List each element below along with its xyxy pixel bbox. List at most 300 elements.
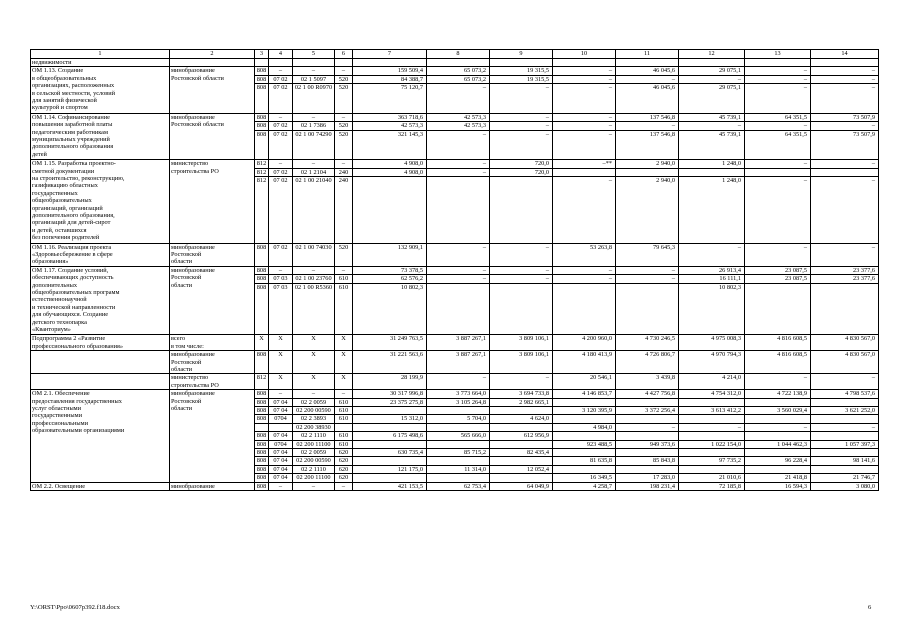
amount-cell: 4 180 413,9 — [553, 351, 616, 374]
amount-cell: – — [427, 130, 490, 160]
amount-cell — [745, 283, 811, 335]
expense-type-cell: 520 — [335, 122, 353, 130]
amount-cell: 10 802,3 — [353, 283, 427, 335]
section-code-cell — [269, 423, 293, 431]
amount-cell: 3 773 664,0 — [427, 390, 490, 398]
amount-cell: 4 908,0 — [353, 160, 427, 168]
amount-cell — [427, 440, 490, 448]
column-number-header: 9 — [490, 50, 553, 59]
executor-line: Ростовской — [171, 274, 202, 282]
grbs-code-cell: 808 — [255, 283, 269, 335]
target-article-cell: 02 1 7386 — [293, 122, 335, 130]
amount-cell: – — [427, 160, 490, 168]
amount-cell: 3 105 264,8 — [427, 398, 490, 406]
amount-cell: 20 546,1 — [553, 374, 616, 390]
grbs-code-cell: 808 — [255, 432, 269, 440]
amount-cell: 21 418,8 — [745, 474, 811, 482]
activity-name-line: образовательными организациями — [32, 427, 125, 435]
grbs-code-cell: 808 — [255, 130, 269, 160]
expense-type-cell: 620 — [335, 474, 353, 482]
executor-cell — [170, 113, 255, 159]
grbs-code-cell: 808 — [255, 415, 269, 423]
amount-cell: 79 645,3 — [616, 243, 679, 266]
amount-cell: 421 153,5 — [353, 482, 427, 490]
amount-cell: – — [811, 423, 879, 431]
executor-cell — [170, 160, 255, 243]
amount-cell: – — [553, 122, 616, 130]
amount-cell — [427, 474, 490, 482]
activity-name-line: организациях, расположенных — [32, 82, 115, 90]
amount-cell: – — [616, 266, 679, 274]
activity-name-cell — [31, 266, 170, 335]
amount-cell — [616, 59, 679, 67]
amount-cell — [616, 168, 679, 176]
executor-cell — [170, 482, 255, 490]
amount-cell: 31 221 563,6 — [353, 351, 427, 374]
amount-cell: – — [490, 130, 553, 160]
executor-cell — [170, 243, 255, 266]
amount-cell: 62 576,2 — [353, 275, 427, 283]
activity-name-line: дополнительных — [32, 281, 77, 289]
activity-name-line: сметной документации — [32, 167, 95, 175]
section-code-cell: 07 02 — [269, 75, 293, 83]
activity-name-cell — [31, 374, 170, 390]
grbs-code-cell: 808 — [255, 406, 269, 414]
amount-cell: – — [616, 122, 679, 130]
amount-cell: 4 816 608,5 — [745, 351, 811, 374]
grbs-code-cell: 812 — [255, 160, 269, 168]
amount-cell: 98 141,6 — [811, 457, 879, 465]
executor-line: Ростовской — [171, 251, 202, 258]
amount-cell: – — [679, 122, 745, 130]
amount-cell — [553, 168, 616, 176]
amount-cell — [811, 283, 879, 335]
amount-cell: 121 175,0 — [353, 465, 427, 473]
amount-cell — [811, 59, 879, 67]
amount-cell — [490, 59, 553, 67]
amount-cell — [553, 59, 616, 67]
column-number-header: 7 — [353, 50, 427, 59]
expense-type-cell: 610 — [335, 275, 353, 283]
amount-cell: – — [616, 275, 679, 283]
amount-cell: 16 349,5 — [553, 474, 616, 482]
executor-line: в том числе: — [171, 342, 204, 350]
amount-cell: 28 199,9 — [353, 374, 427, 390]
amount-cell: 4 830 567,0 — [811, 351, 879, 374]
activity-name-line: государственных — [32, 189, 78, 197]
grbs-code-cell: 808 — [255, 390, 269, 398]
activity-name-line: педагогическим работникам — [32, 128, 108, 136]
amount-cell: 21 746,7 — [811, 474, 879, 482]
amount-cell: 4 970 794,3 — [679, 351, 745, 374]
amount-cell — [490, 177, 553, 244]
expense-type-cell: 620 — [335, 457, 353, 465]
amount-cell — [616, 283, 679, 335]
amount-cell: 31 249 763,5 — [353, 335, 427, 351]
grbs-code-cell: 812 — [255, 374, 269, 390]
section-code-cell: 07 04 — [269, 465, 293, 473]
executor-line: строительства РО — [171, 381, 219, 389]
amount-cell: 137 546,8 — [616, 130, 679, 160]
column-number-header: 5 — [293, 50, 335, 59]
expense-type-cell — [335, 423, 353, 431]
amount-cell: – — [490, 266, 553, 274]
amount-cell: 4 624,0 — [490, 415, 553, 423]
target-article-cell: 02 1 00 23760 — [293, 275, 335, 283]
amount-cell — [811, 398, 879, 406]
grbs-code-cell: 808 — [255, 67, 269, 75]
amount-cell: 75 120,7 — [353, 84, 427, 114]
amount-cell: 3 887 267,1 — [427, 351, 490, 374]
activity-name-cell — [31, 390, 170, 482]
activity-name-line: на строительство, реконструкцию, — [32, 174, 125, 182]
amount-cell: – — [811, 84, 879, 114]
amount-cell: 2 940,0 — [616, 177, 679, 244]
grbs-code-cell: 808 — [255, 122, 269, 130]
amount-cell: 73 378,5 — [353, 266, 427, 274]
amount-cell — [553, 465, 616, 473]
activity-name-cell — [31, 243, 170, 266]
amount-cell: – — [553, 75, 616, 83]
grbs-code-cell: 808 — [255, 457, 269, 465]
amount-cell — [745, 59, 811, 67]
expense-type-cell: Х — [335, 335, 353, 351]
expense-type-cell: 620 — [335, 448, 353, 456]
amount-cell: 3 809 106,1 — [490, 335, 553, 351]
executor-line: министерство — [171, 160, 209, 168]
amount-cell: – — [553, 130, 616, 160]
target-article-cell: 02 1 5097 — [293, 75, 335, 83]
amount-cell — [745, 448, 811, 456]
amount-cell: 3 439,8 — [616, 374, 679, 390]
table-row — [31, 160, 879, 168]
amount-cell: – — [811, 160, 879, 168]
executor-cell — [170, 390, 255, 482]
activity-name-line: дополнительного образования, — [32, 211, 115, 219]
amount-cell: 64 351,5 — [745, 113, 811, 121]
activity-name-line: муниципальных учреждений — [32, 135, 110, 143]
expense-type-cell: – — [335, 482, 353, 490]
amount-cell: 3 694 733,8 — [490, 390, 553, 398]
section-code-cell: 07 03 — [269, 283, 293, 335]
grbs-code-cell: 808 — [255, 266, 269, 274]
amount-cell — [490, 283, 553, 335]
activity-name-line: профессиональными — [32, 419, 88, 427]
amount-cell — [616, 398, 679, 406]
amount-cell: – — [616, 75, 679, 83]
executor-cell — [170, 67, 255, 113]
amount-cell: 630 735,4 — [353, 448, 427, 456]
executor-line: министерство — [171, 374, 209, 382]
amount-cell: 720,0 — [490, 160, 553, 168]
target-article-cell: – — [293, 67, 335, 75]
table-row — [31, 351, 879, 374]
grbs-code-cell: 808 — [255, 474, 269, 482]
amount-cell: – — [811, 177, 879, 244]
amount-cell: – — [811, 75, 879, 83]
amount-cell: – — [553, 177, 616, 244]
target-article-cell: 02 1 2104 — [293, 168, 335, 176]
amount-cell: 64 351,5 — [745, 130, 811, 160]
activity-name-cell — [31, 67, 170, 113]
amount-cell: 720,0 — [490, 168, 553, 176]
activity-name-line: и детей, оставшихся — [32, 226, 87, 234]
amount-cell: 81 635,8 — [553, 457, 616, 465]
amount-cell — [616, 448, 679, 456]
grbs-code-cell: 812 — [255, 168, 269, 176]
amount-cell: 29 075,1 — [679, 67, 745, 75]
executor-cell — [170, 351, 255, 374]
amount-cell — [811, 415, 879, 423]
amount-cell: 1 248,0 — [679, 177, 745, 244]
amount-cell — [553, 415, 616, 423]
grbs-code-cell: 808 — [255, 482, 269, 490]
expense-type-cell: 520 — [335, 130, 353, 160]
amount-cell: 4 798 537,6 — [811, 390, 879, 398]
amount-cell: 1 022 154,0 — [679, 440, 745, 448]
activity-name-line: «Здоровьесбережение в сфере — [32, 251, 113, 258]
activity-name-cell — [31, 351, 170, 374]
amount-cell: 137 546,8 — [616, 113, 679, 121]
amount-cell: 612 956,9 — [490, 432, 553, 440]
amount-cell: –** — [553, 160, 616, 168]
section-code-cell: 07 02 — [269, 168, 293, 176]
amount-cell: – — [490, 122, 553, 130]
amount-cell: – — [490, 84, 553, 114]
amount-cell: 72 185,8 — [679, 482, 745, 490]
activity-name-line: услуг областными — [32, 404, 82, 412]
section-code-cell: – — [269, 482, 293, 490]
amount-cell: – — [490, 374, 553, 390]
grbs-code-cell: 808 — [255, 465, 269, 473]
activity-name-cell — [31, 59, 170, 67]
section-code-cell: 07 04 — [269, 398, 293, 406]
executor-line: Ростовской — [171, 358, 202, 366]
column-number-header: 10 — [553, 50, 616, 59]
activity-name-line: ОМ 2.2. Освещение — [32, 482, 85, 490]
activity-name-line: ОМ 1.17. Создание условий, — [32, 266, 109, 274]
amount-cell: 198 231,4 — [616, 482, 679, 490]
expense-type-cell: 620 — [335, 465, 353, 473]
amount-cell — [811, 448, 879, 456]
amount-cell: 2 940,0 — [616, 160, 679, 168]
section-code-cell: 07 04 — [269, 448, 293, 456]
executor-line: Ростовской области — [171, 74, 224, 82]
expense-type-cell: 240 — [335, 168, 353, 176]
activity-name-cell — [31, 335, 170, 351]
expense-type-cell: – — [335, 67, 353, 75]
amount-cell — [490, 474, 553, 482]
column-number-header: 1 — [31, 50, 170, 59]
amount-cell — [616, 465, 679, 473]
activity-name-line: государственными — [32, 412, 82, 420]
amount-cell: – — [811, 67, 879, 75]
expense-type-cell: 520 — [335, 243, 353, 266]
executor-line: всего — [171, 335, 186, 343]
amount-cell — [427, 457, 490, 465]
amount-cell: 16 111,1 — [679, 275, 745, 283]
grbs-code-cell — [255, 59, 269, 67]
table-row — [31, 113, 879, 121]
column-number-header: 12 — [679, 50, 745, 59]
amount-cell: – — [745, 75, 811, 83]
amount-cell: – — [616, 423, 679, 431]
amount-cell — [353, 423, 427, 431]
section-code-cell: 07 04 — [269, 474, 293, 482]
target-article-cell: – — [293, 390, 335, 398]
section-code-cell: 07 02 — [269, 130, 293, 160]
amount-cell: 85 715,2 — [427, 448, 490, 456]
amount-cell — [745, 432, 811, 440]
amount-cell — [427, 423, 490, 431]
amount-cell: 3 120 395,9 — [553, 406, 616, 414]
activity-name-line: в сельской местности, условий — [32, 89, 116, 97]
target-article-cell: – — [293, 113, 335, 121]
amount-cell: 4 975 008,3 — [679, 335, 745, 351]
activity-name-line: обеспечивающих доступность — [32, 274, 114, 282]
grbs-code-cell: 812 — [255, 177, 269, 244]
amount-cell: 1 057 397,3 — [811, 440, 879, 448]
amount-cell: 84 388,7 — [353, 75, 427, 83]
amount-cell: 321 145,3 — [353, 130, 427, 160]
amount-cell: 42 573,3 — [427, 122, 490, 130]
amount-cell: – — [745, 122, 811, 130]
amount-cell: 4 754 312,0 — [679, 390, 745, 398]
amount-cell: – — [490, 113, 553, 121]
target-article-cell: 02 2 0059 — [293, 398, 335, 406]
amount-cell: – — [427, 374, 490, 390]
amount-cell: 4 726 806,7 — [616, 351, 679, 374]
amount-cell: – — [427, 266, 490, 274]
activity-name-line: недвижимости — [32, 59, 72, 66]
amount-cell — [616, 432, 679, 440]
amount-cell — [679, 168, 745, 176]
activity-name-line: профессионального образования» — [32, 342, 124, 350]
amount-cell: 6 175 498,6 — [353, 432, 427, 440]
column-number-header: 11 — [616, 50, 679, 59]
amount-cell: 64 049,9 — [490, 482, 553, 490]
amount-cell: 65 073,2 — [427, 75, 490, 83]
amount-cell: 23 377,6 — [811, 275, 879, 283]
amount-cell: 65 073,2 — [427, 67, 490, 75]
target-article-cell: Х — [293, 335, 335, 351]
amount-cell: 11 314,0 — [427, 465, 490, 473]
budget-table — [30, 49, 879, 491]
amount-cell: 4 427 756,8 — [616, 390, 679, 398]
amount-cell: – — [811, 243, 879, 266]
target-article-cell: 02 200 38930 — [293, 423, 335, 431]
amount-cell: 363 718,6 — [353, 113, 427, 121]
amount-cell — [745, 465, 811, 473]
amount-cell — [745, 168, 811, 176]
amount-cell — [353, 440, 427, 448]
section-code-cell: – — [269, 266, 293, 274]
section-code-cell: – — [269, 160, 293, 168]
executor-line: минобразование — [171, 351, 215, 359]
page-number: 6 — [868, 604, 872, 611]
amount-cell — [353, 406, 427, 414]
section-code-cell: 07 02 — [269, 122, 293, 130]
activity-name-cell — [31, 113, 170, 159]
grbs-code-cell: 808 — [255, 448, 269, 456]
expense-type-cell: 520 — [335, 84, 353, 114]
amount-cell: 42 573,3 — [427, 113, 490, 121]
grbs-code-cell: Х — [255, 335, 269, 351]
amount-cell — [811, 465, 879, 473]
amount-cell: 46 045,6 — [616, 84, 679, 114]
expense-type-cell: – — [335, 390, 353, 398]
expense-type-cell: Х — [335, 351, 353, 374]
amount-cell: – — [679, 423, 745, 431]
amount-cell — [679, 432, 745, 440]
amount-cell: – — [553, 113, 616, 121]
activity-name-line: организаций, организаций — [32, 204, 103, 212]
amount-cell: – — [553, 67, 616, 75]
amount-cell: – — [427, 243, 490, 266]
amount-cell: 1 044 462,3 — [745, 440, 811, 448]
column-number-header: 6 — [335, 50, 353, 59]
amount-cell — [490, 457, 553, 465]
amount-cell — [745, 398, 811, 406]
table-row — [31, 243, 879, 266]
amount-cell: 26 913,4 — [679, 266, 745, 274]
expense-type-cell — [335, 59, 353, 67]
target-article-cell: 02 200 00590 — [293, 406, 335, 414]
target-article-cell: 02 200 00590 — [293, 457, 335, 465]
amount-cell — [679, 398, 745, 406]
expense-type-cell: Х — [335, 374, 353, 390]
activity-name-line: ОМ 1.16. Реализация проекта — [32, 243, 112, 251]
amount-cell: 4 722 138,9 — [745, 390, 811, 398]
activity-name-line: повышения заработной платы — [32, 121, 113, 129]
amount-cell: 46 045,6 — [616, 67, 679, 75]
activity-name-cell — [31, 160, 170, 243]
column-number-header: 13 — [745, 50, 811, 59]
expense-type-cell: – — [335, 266, 353, 274]
amount-cell: 4 214,0 — [679, 374, 745, 390]
grbs-code-cell: 808 — [255, 113, 269, 121]
activity-name-line: организаций для детей-сирот — [32, 219, 111, 227]
executor-line: Ростовской области — [171, 121, 224, 129]
amount-cell: – — [553, 84, 616, 114]
activity-name-line: ОМ 2.1. Обеспечение — [32, 390, 90, 398]
amount-cell: – — [427, 275, 490, 283]
target-article-cell: 02 2 1110 — [293, 465, 335, 473]
section-code-cell: Х — [269, 351, 293, 374]
amount-cell — [427, 59, 490, 67]
activity-name-line: ОМ 1.15. Разработка проектно- — [32, 160, 116, 168]
amount-cell: 23 087,5 — [745, 266, 811, 274]
amount-cell — [490, 406, 553, 414]
amount-cell: – — [490, 243, 553, 266]
amount-cell — [353, 59, 427, 67]
amount-cell: – — [553, 266, 616, 274]
amount-cell: – — [427, 168, 490, 176]
amount-cell: 4 730 246,5 — [616, 335, 679, 351]
amount-cell — [811, 432, 879, 440]
executor-line: минобразование — [171, 266, 215, 274]
executor-line: минобразование — [171, 390, 215, 398]
amount-cell: 23 377,6 — [811, 266, 879, 274]
table-row — [31, 266, 879, 274]
amount-cell — [745, 415, 811, 423]
amount-cell: 1 248,0 — [679, 160, 745, 168]
activity-name-line: для занятий физической — [32, 96, 97, 104]
amount-cell: 15 312,0 — [353, 415, 427, 423]
amount-cell: 4 908,0 — [353, 168, 427, 176]
amount-cell — [553, 448, 616, 456]
activity-name-line: ОМ 1.14. Софинансирование — [32, 113, 110, 121]
